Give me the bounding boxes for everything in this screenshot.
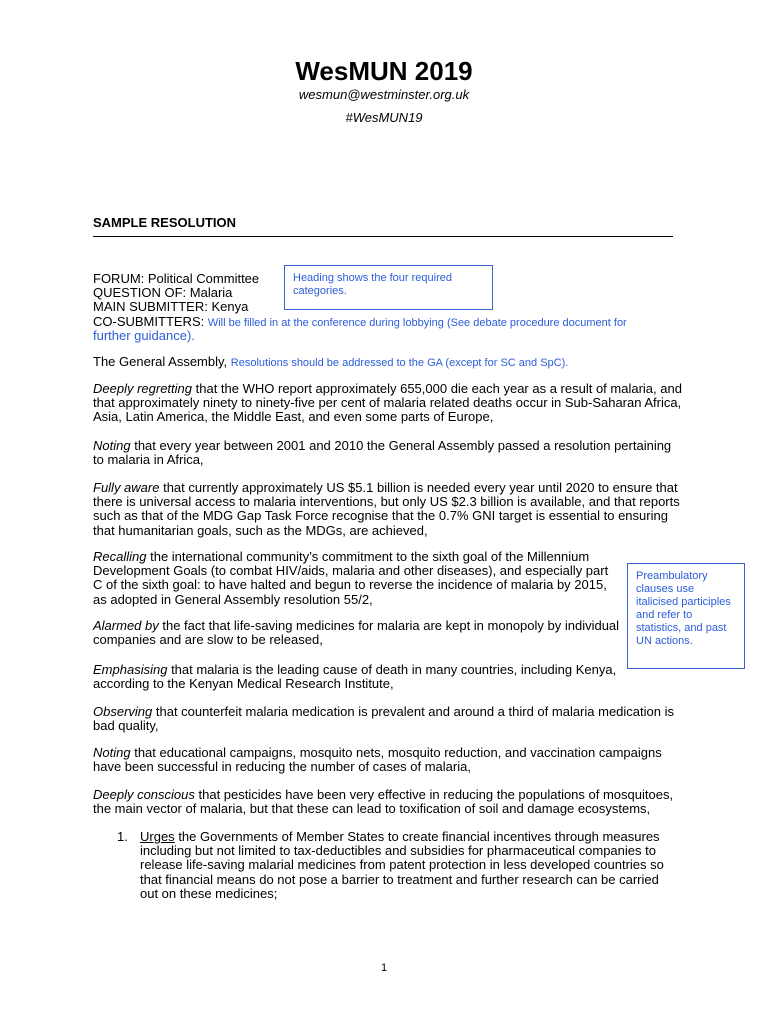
clause-lead: Fully aware [93,480,160,495]
operative-text [140,830,665,901]
clause-text: the international community’s commitment to the sixth goal of the Millennium Development Goals (to combat HIV/aids, malaria and other diseases), and especially part C of the sixth goal: to have halted and begun to reverse the incidence of malaria by 2015, as adopted in General Assembly resolution 55/2, [93,549,609,607]
clause-text: that educational campaigns, mosquito nets, mosquito reduction, and vaccination campaigns have been successful in reducing the number of cases of malaria, [93,745,662,775]
contact-email: wesmun@westminster.org.uk [298,87,470,102]
clause-lead: Noting [93,745,131,760]
page-number: 1 [380,962,388,974]
clause-text: that counterfeit malaria medication is prevalent and around a third of malaria medication is bad quality, [93,704,674,734]
preambulatory-clause [93,382,683,425]
document-title: WesMUN 2019 [295,56,473,86]
clause-number: 1. [117,829,128,844]
clause-lead: Deeply regretting [93,381,192,396]
clause-text: that currently approximately US $5.1 billion is needed every year until 2020 to ensure that there is universal access to malaria interventions, but only US $2.3 billion is available, and that reports such as that of the MDG Gap Task Force recognise that the 0.7% GNI target is essential to ensuring that humanitarian goals, such as the MDGs, are achieved, [93,480,680,538]
co-submitters-note: Will be filled in at the conference during lobbying (See debate procedure document for [207,317,627,329]
question-line: QUESTION OF: Malaria [93,285,233,300]
preambulatory-clause [93,439,683,467]
operative-verb: Urges [140,829,175,844]
clause-lead: Emphasising [93,662,168,677]
clause-lead: Recalling [93,549,147,564]
clause-lead: Deeply conscious [93,787,195,802]
preambulatory-clause [93,619,625,647]
clause-text: that the WHO report approximately 655,000 die each year as a result of malaria, and that approximately ninety to ninety-five per cent of malaria related deaths occur in Sub-Saharan Africa, Asia, Latin America, the Middle East, and even some parts of Europe, [93,381,682,425]
clause-text: that malaria is the leading cause of death in many countries, including Kenya, according to the Kenyan Medical Research Institute, [93,662,617,692]
preambulatory-note-box: Preambulatory clauses use italicised participles and refer to statistics, and past UN actions. [627,563,745,669]
forum-line: FORUM: Political Committee [93,271,260,286]
preambulatory-clause [93,663,618,691]
preambulatory-clause [93,746,683,774]
clause-lead: Noting [93,438,131,453]
clause-text: the fact that life-saving medicines for malaria are kept in monopoly by individual companies and are slow to be released, [93,618,620,648]
operative-body: the Governments of Member States to create financial incentives through measures including but not limited to tax-deductibles and subsidies for pharmaceutical companies to release life-saving malarial medicines from patent protection in less developed countries so that financial means do not pose a barrier to treatment and further research can be carried out on these medicines; [140,829,664,901]
general-assembly-label: The General Assembly, [93,354,228,369]
clause-lead: Observing [93,704,153,719]
general-assembly-line [93,355,683,370]
co-submitters-label: CO-SUBMITTERS: [93,314,205,329]
general-assembly-note: Resolutions should be addressed to the GA (except for SC and SpC). [230,357,569,369]
main-submitter-line: MAIN SUBMITTER: Kenya [93,299,249,314]
clause-text: that pesticides have been very effective in reducing the populations of mosquitoes, the main vector of malaria, but that these can lead to toxification of soil and damage ecosystems, [93,787,674,817]
co-submitters-note-cont: further guidance). [93,328,195,343]
preambulatory-clause [93,550,613,607]
preambulatory-clause [93,788,683,816]
hashtag: #WesMUN19 [345,110,423,125]
heading-divider [93,236,673,237]
preambulatory-clause [93,705,683,733]
heading-note-box: Heading shows the four required categories. [284,265,493,310]
preambulatory-clause [93,481,683,538]
clause-lead: Alarmed by [93,618,159,633]
sample-resolution-heading: SAMPLE RESOLUTION [93,215,237,230]
clause-text: that every year between 2001 and 2010 the General Assembly passed a resolution pertaining to malaria in Africa, [93,438,672,468]
